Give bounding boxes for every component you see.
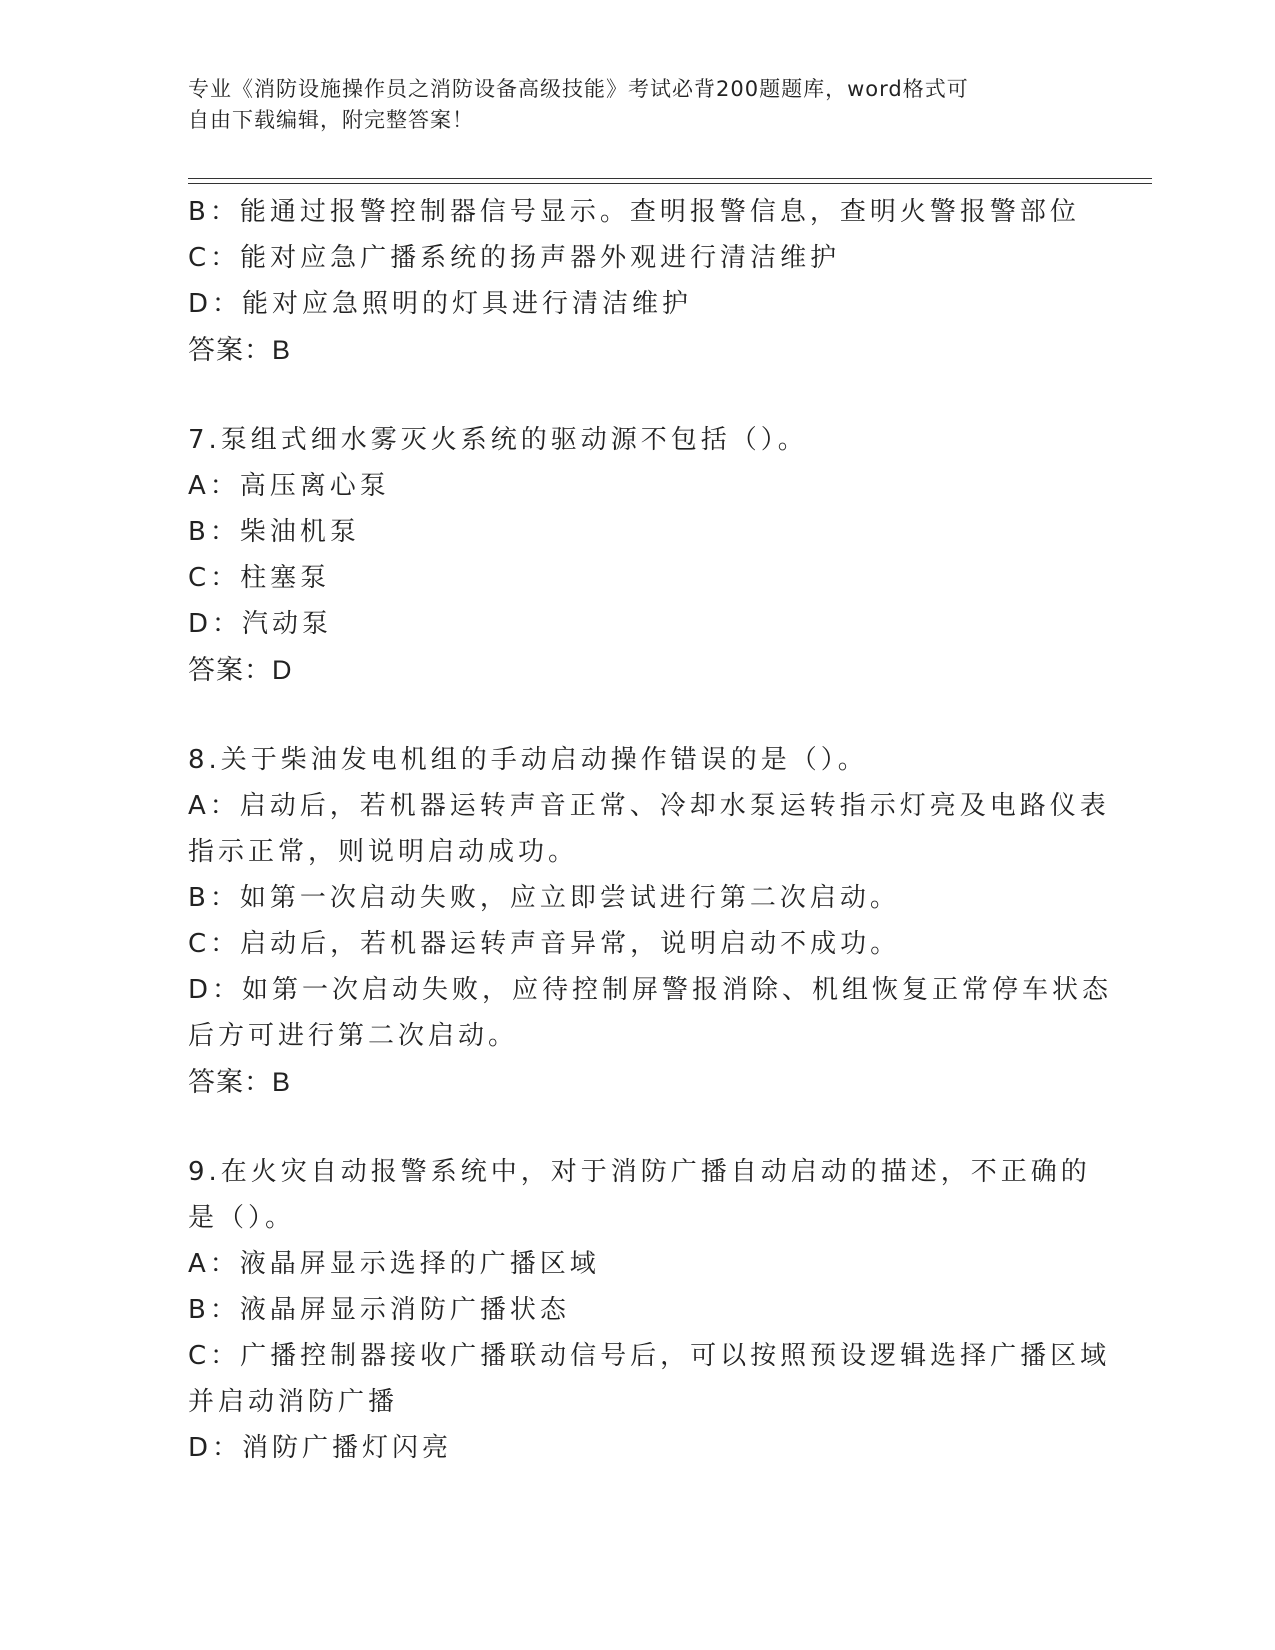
answer-line: 答案：B <box>188 335 292 365</box>
option-line: B：液晶屏显示消防广播状态 <box>188 1295 570 1325</box>
spacer <box>188 1105 1088 1149</box>
option-line: B：柴油机泵 <box>188 517 360 547</box>
option-line: B：如第一次启动失败，应立即尝试进行第二次启动。 <box>188 883 900 913</box>
option-line: C：能对应急广播系统的扬声器外观进行清洁维护 <box>188 243 841 273</box>
option-line: D：如第一次启动失败，应待控制屏警报消除、机组恢复正常停车状态 <box>188 975 1113 1005</box>
header-divider-top <box>188 178 1152 179</box>
option-line: A：液晶屏显示选择的广播区域 <box>188 1249 600 1279</box>
question-6-continued <box>188 189 1088 373</box>
spacer <box>188 373 1088 417</box>
option-line-continued: 后方可进行第二次启动。 <box>188 1021 519 1051</box>
question-stem: 8.关于柴油发电机组的手动启动操作错误的是（）。 <box>188 745 868 775</box>
answer-line: 答案：B <box>188 1067 292 1097</box>
option-line: C：广播控制器接收广播联动信号后，可以按照预设逻辑选择广播区域 <box>188 1341 1111 1371</box>
header-divider-bottom <box>188 183 1152 184</box>
option-line: A：启动后，若机器运转声音正常、冷却水泵运转指示灯亮及电路仪表 <box>188 791 1110 821</box>
question-8 <box>188 737 1113 1105</box>
question-stem: 9.在火灾自动报警系统中，对于消防广播自动启动的描述，不正确的 <box>188 1157 1091 1187</box>
option-line: C：柱塞泵 <box>188 563 331 593</box>
spacer <box>188 693 1088 737</box>
header-title-line-2: 自由下载编辑，附完整答案！ <box>188 108 474 132</box>
option-line: D：消防广播灯闪亮 <box>188 1433 453 1463</box>
question-stem-continued: 是（）。 <box>188 1203 296 1233</box>
header-title-line-1: 专业《消防设施操作员之消防设备高级技能》考试必背200题题库，word格式可 <box>188 77 969 101</box>
option-line: D：能对应急照明的灯具进行清洁维护 <box>188 289 693 319</box>
question-7 <box>188 417 1088 693</box>
option-line-continued: 指示正常，则说明启动成功。 <box>188 837 579 867</box>
answer-line: 答案：D <box>188 655 293 685</box>
option-line: C：启动后，若机器运转声音异常，说明启动不成功。 <box>188 929 901 959</box>
option-line: B：能通过报警控制器信号显示。查明报警信息，查明火警报警部位 <box>188 197 1080 227</box>
question-stem: 7.泵组式细水雾灭火系统的驱动源不包括（）。 <box>188 425 808 455</box>
option-line: D：汽动泵 <box>188 609 333 639</box>
document-header <box>188 74 1068 136</box>
option-line: A：高压离心泵 <box>188 471 390 501</box>
option-line-continued: 并启动消防广播 <box>188 1387 399 1417</box>
question-content <box>188 189 1113 1471</box>
question-9 <box>188 1149 1111 1471</box>
